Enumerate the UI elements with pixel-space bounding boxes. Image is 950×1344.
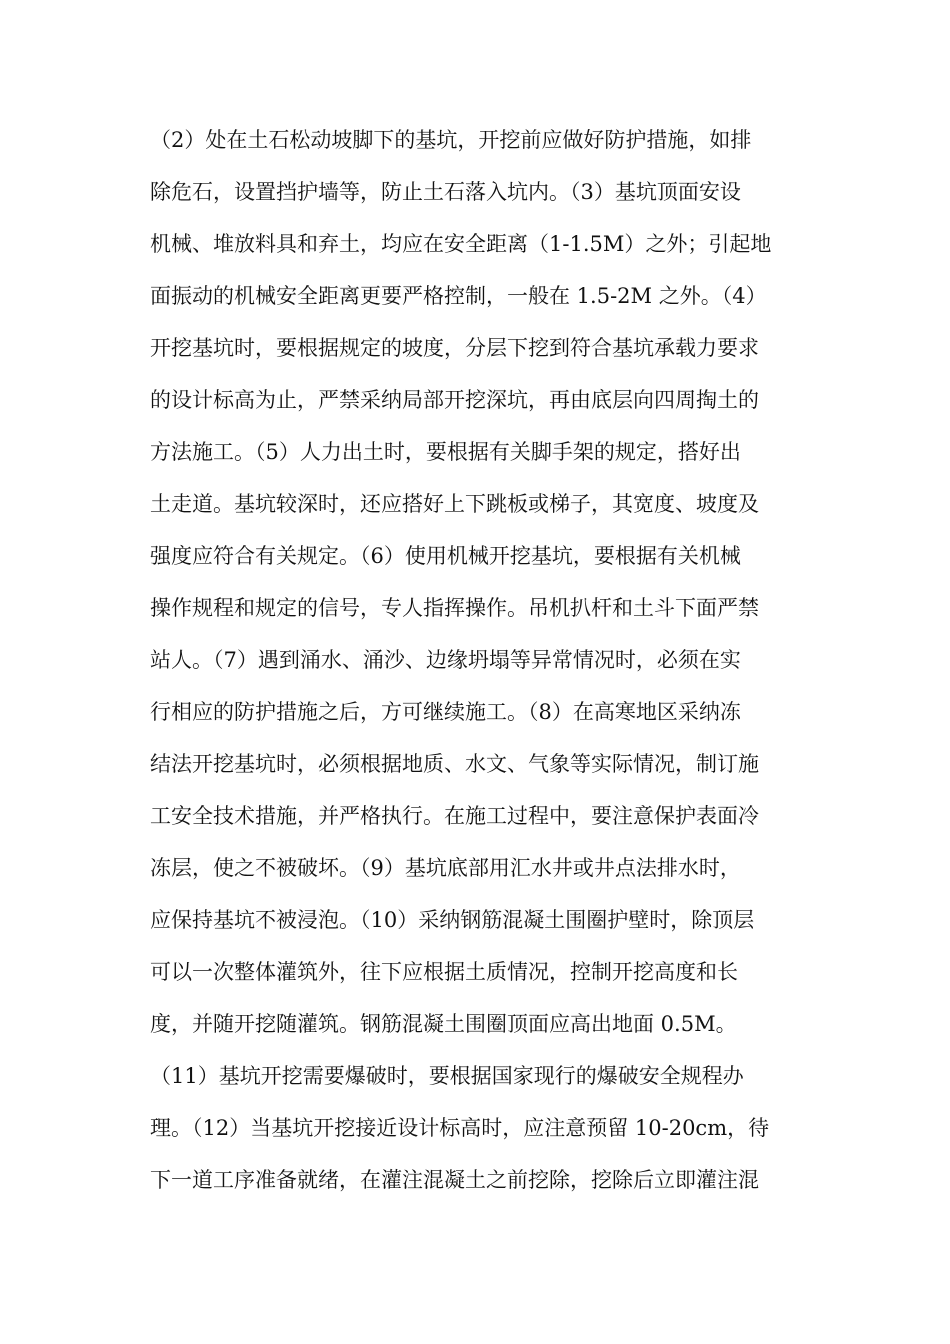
text-line: 土走道。基坑较深时，还应搭好上下跳板或梯子，其宽度、坡度及 [150,492,759,516]
text-line: 除危石，设置挡护墙等，防止土石落入坑内。（3）基坑顶面安设 [150,180,741,204]
text-line: 方法施工。（5）人力出土时，要根据有关脚手架的规定，搭好出 [150,440,741,464]
text-line: 度，并随开挖随灌筑。钢筋混凝土围圈顶面应高出地面 0.5M。 [150,1012,737,1036]
text-line: 的设计标高为止，严禁采纳局部开挖深坑，再由底层向四周掏土的 [150,388,759,412]
text-line: 面振动的机械安全距离更要严格控制，一般在 1.5-2M 之外。（4） [150,284,767,308]
text-line: 行相应的防护措施之后，方可继续施工。（8）在高寒地区采纳冻 [150,700,741,724]
text-line: 工安全技术措施，并严格执行。在施工过程中，要注意保护表面冷 [150,804,759,828]
text-line: 可以一次整体灌筑外，往下应根据土质情况，控制开挖高度和长 [150,960,738,984]
text-line: 冻层，使之不被破坏。（9）基坑底部用汇水井或井点法排水时， [150,856,741,880]
text-line: （11）基坑开挖需要爆破时，要根据国家现行的爆破安全规程办 [150,1064,744,1088]
text-line: 应保持基坑不被浸泡。（10）采纳钢筋混凝土围圈护壁时，除顶层 [150,908,755,932]
text-line: 理。（12）当基坑开挖接近设计标高时，应注意预留 10-20cm，待 [150,1116,770,1140]
text-line: 强度应符合有关规定。（6）使用机械开挖基坑，要根据有关机械 [150,544,741,568]
text-line: （2）处在土石松动坡脚下的基坑，开挖前应做好防护措施，如排 [150,128,752,152]
text-line: 操作规程和规定的信号，专人指挥操作。吊机扒杆和土斗下面严禁 [150,596,759,620]
text-line: 机械、堆放料具和弃土，均应在安全距离（1-1.5M）之外；引起地 [150,232,772,256]
text-line: 下一道工序准备就绪，在灌注混凝土之前挖除，挖除后立即灌注混 [150,1168,759,1192]
text-line: 站人。（7）遇到涌水、涌沙、边缘坍塌等异常情况时，必须在实 [150,648,741,672]
text-line: 开挖基坑时，要根据规定的坡度，分层下挖到符合基坑承载力要求 [150,336,759,360]
body-text [150,114,810,1206]
text-line: 结法开挖基坑时，必须根据地质、水文、气象等实际情况，制订施 [150,752,759,776]
